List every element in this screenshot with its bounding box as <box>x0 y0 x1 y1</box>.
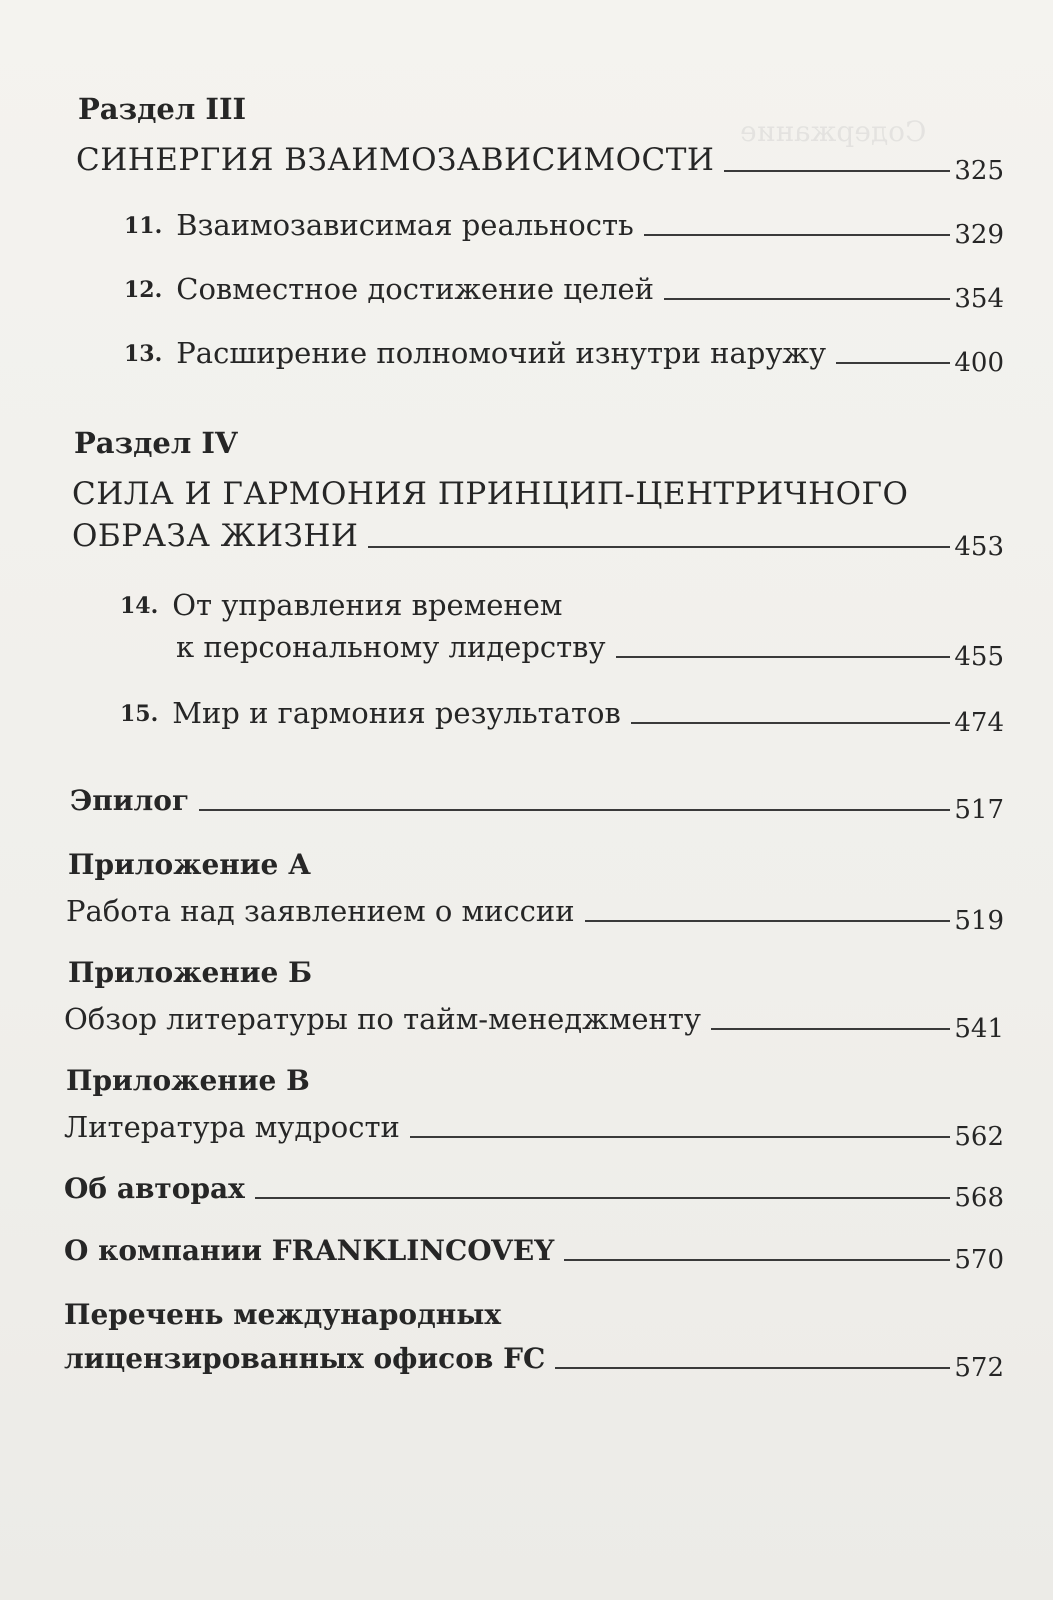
chapter-number: 15. <box>120 701 159 727</box>
toc-entry-section-4[interactable] <box>72 518 1004 562</box>
show-through-text: Содержание <box>740 115 927 148</box>
toc-entry-chapter-14-line-1 <box>120 588 562 622</box>
toc-entry-offices[interactable] <box>64 1342 1004 1383</box>
page-number: 329 <box>954 220 1004 250</box>
page-number: 562 <box>954 1122 1004 1152</box>
dot-leader <box>255 1197 951 1199</box>
chapter-title-line-1: От управления временем <box>172 588 563 622</box>
page-number: 541 <box>954 1014 1004 1044</box>
chapter-title: Взаимозависимая реальность <box>176 208 634 242</box>
chapter-title: Совместное достижение целей <box>176 272 654 306</box>
page-number: 400 <box>954 348 1004 378</box>
dot-leader <box>631 722 951 724</box>
chapter-title: Расширение полномочий изнутри наружу <box>176 336 827 370</box>
toc-entry-chapter-11[interactable] <box>124 208 1004 250</box>
dot-leader <box>711 1028 950 1030</box>
toc-entry-chapter-13[interactable] <box>124 336 1004 378</box>
page-number: 572 <box>954 1353 1004 1383</box>
chapter-number: 14. <box>120 593 159 619</box>
page-number: 455 <box>954 642 1004 672</box>
section-4-title-line-1: СИЛА И ГАРМОНИЯ ПРИНЦИП-ЦЕНТРИЧНОГО <box>72 476 909 512</box>
offices-title-line-1: Перечень международных <box>64 1298 502 1331</box>
dot-leader <box>555 1367 950 1369</box>
chapter-number: 11. <box>124 213 163 239</box>
dot-leader <box>836 362 950 364</box>
toc-entry-epilogue[interactable] <box>70 784 1004 825</box>
dot-leader <box>644 234 951 236</box>
page-number: 570 <box>954 1245 1004 1275</box>
dot-leader <box>616 656 951 658</box>
toc-entry-appendix-a[interactable] <box>66 894 1004 936</box>
appendix-a-title: Работа над заявлением о миссии <box>66 894 575 928</box>
offices-title-line-2: лицензированных офисов FC <box>64 1342 546 1375</box>
section-3-title: СИНЕРГИЯ ВЗАИМОЗАВИСИМОСТИ <box>76 142 715 178</box>
appendix-c-heading: Приложение В <box>66 1064 310 1097</box>
toc-entry-about-authors[interactable] <box>64 1172 1004 1213</box>
section-4-heading: Раздел IV <box>74 426 238 460</box>
chapter-title-line-2: к персональному лидерству <box>176 630 606 664</box>
dot-leader <box>564 1259 950 1261</box>
toc-entry-about-company[interactable] <box>64 1234 1004 1275</box>
dot-leader <box>664 298 950 300</box>
about-authors-title: Об авторах <box>64 1172 245 1205</box>
dot-leader <box>724 170 950 172</box>
section-4-title-line-2: ОБРАЗА ЖИЗНИ <box>72 518 359 554</box>
toc-entry-chapter-15[interactable] <box>120 696 1004 738</box>
page-number: 354 <box>954 284 1004 314</box>
page-number: 474 <box>954 708 1004 738</box>
chapter-number: 12. <box>124 277 163 303</box>
about-company-title: О компании FRANKLINCOVEY <box>64 1234 555 1267</box>
dot-leader <box>368 546 950 548</box>
appendix-b-title: Обзор литературы по тайм-менеджменту <box>64 1002 701 1036</box>
dot-leader <box>410 1136 950 1138</box>
appendix-a-heading: Приложение А <box>68 848 311 881</box>
epilogue-title: Эпилог <box>70 784 190 817</box>
toc-entry-chapter-14[interactable] <box>176 630 1004 672</box>
page-number: 453 <box>954 532 1004 562</box>
page-number: 568 <box>954 1183 1004 1213</box>
toc-entry-section-3[interactable] <box>76 142 1004 186</box>
page-number: 325 <box>954 156 1004 186</box>
dot-leader <box>585 920 951 922</box>
appendix-b-heading: Приложение Б <box>68 956 313 989</box>
page-number: 517 <box>954 795 1004 825</box>
toc-entry-appendix-c[interactable] <box>64 1110 1004 1152</box>
page-number: 519 <box>954 906 1004 936</box>
chapter-title: Мир и гармония результатов <box>172 696 621 730</box>
appendix-c-title: Литература мудрости <box>64 1110 400 1144</box>
chapter-number: 13. <box>124 341 163 367</box>
toc-entry-appendix-b[interactable] <box>64 1002 1004 1044</box>
section-3-heading: Раздел III <box>78 92 247 126</box>
dot-leader <box>199 809 950 811</box>
toc-entry-chapter-12[interactable] <box>124 272 1004 314</box>
